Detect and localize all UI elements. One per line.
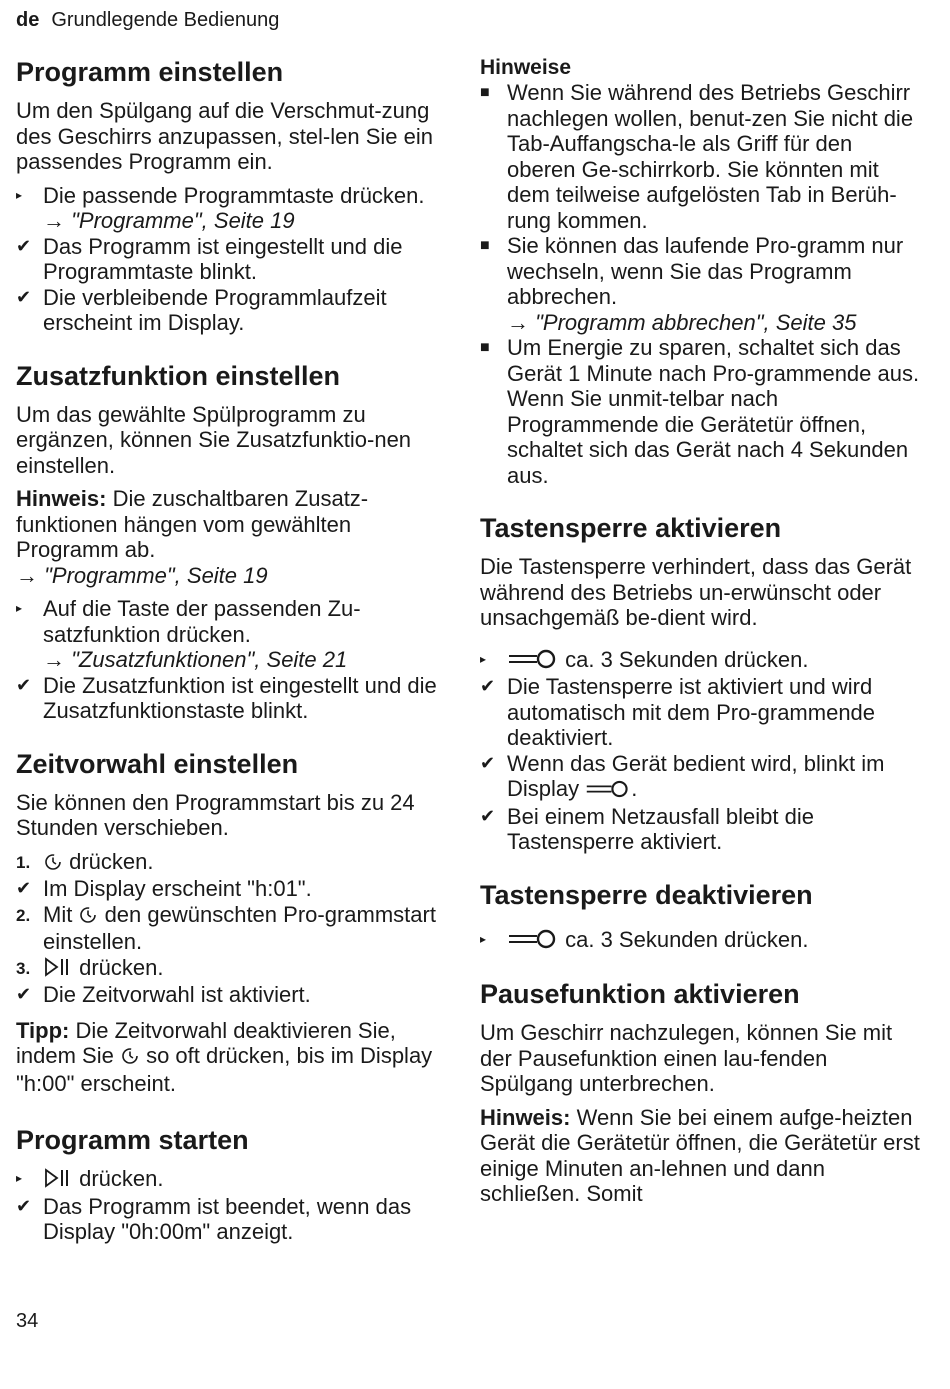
key-lock-icon [585, 778, 631, 804]
note-label: Hinweis: [16, 486, 107, 511]
step-text: Die passende Programmtaste drücken. [43, 182, 425, 208]
result-text: Im Display erscheint "h:01". [43, 876, 312, 901]
result-text: Das Programm ist beendet, wenn das Display "0h:00m" anzeigt. [43, 1193, 412, 1244]
result-item [480, 804, 920, 855]
result-text: Die verbleibende Programmlaufzeit erscheint im Display. [43, 284, 387, 335]
step-text: ca. 3 Sekunden drücken. [559, 926, 809, 952]
cross-reference-link[interactable] [507, 310, 856, 335]
left-column [16, 56, 446, 1245]
result-item [16, 982, 446, 1008]
result-item [16, 673, 446, 724]
step-number: 2. [16, 905, 31, 925]
numbered-step [16, 902, 446, 955]
tip-label: Tipp: [16, 1017, 70, 1043]
xref-text: "Zusatzfunktionen", Seite 21 [71, 647, 348, 672]
step-number: 3. [16, 958, 31, 978]
arrow-icon: → [16, 562, 38, 588]
step-item [16, 1166, 446, 1194]
square-bullet-icon: ■ [480, 84, 490, 101]
step-text: Auf die Taste der passenden Zu-satzfunktion drücken. [43, 596, 361, 647]
note-label: Hinweis: [480, 1104, 571, 1130]
intro-tastensperre: Die Tastensperre verhindert, dass das Gerät während des Betriebs un-erwünscht oder unsachgemäß be-dient wird. [480, 554, 912, 630]
step-text: ca. 3 Sekunden drücken. [559, 646, 809, 672]
step-text: drücken. [73, 1166, 164, 1191]
step-item [16, 596, 446, 673]
timer-icon [120, 1045, 140, 1071]
intro-zusatzfunktion: Um das gewählte Spülprogramm zu ergänzen, können Sie Zusatzfunktio-nen einstellen. [16, 401, 412, 478]
heading-hinweise: Hinweise [480, 56, 572, 79]
check-icon: ✔ [16, 286, 32, 307]
square-bullet-icon: ■ [480, 339, 490, 356]
cross-reference-link[interactable] [43, 208, 295, 233]
cross-reference-link[interactable] [16, 563, 446, 589]
xref-text: "Programm abbrechen", Seite 35 [535, 309, 857, 335]
heading-programm-starten: Programm starten [16, 1125, 249, 1155]
note-text: Die zuschaltbaren Zusatz-funktionen hängen vom gewählten Programm ab. [16, 486, 369, 562]
check-icon: ✔ [480, 752, 496, 773]
key-lock-icon [507, 649, 559, 675]
step-marker-icon: ▸ [16, 1171, 23, 1185]
step-text-a: Mit [43, 901, 79, 927]
bullet-text: Sie können das laufende Pro-gramm nur wechseln, wenn Sie das Programm abbrechen. [507, 233, 904, 309]
heading-zusatzfunktion-einstellen: Zusatzfunktion einstellen [16, 360, 341, 391]
numbered-step [16, 849, 446, 877]
xref-text: "Programme", Seite 19 [44, 562, 268, 588]
check-icon: ✔ [16, 1195, 32, 1216]
step-item [480, 647, 920, 675]
step-text-b: den gewünschten Pro-grammstart einstellen. [43, 901, 436, 954]
intro-pausefunktion: Um Geschirr nachzulegen, können Sie mit der Pausefunktion einen lau-fenden Spülgang unterbrechen. [480, 1020, 893, 1096]
result-text: Wenn das Gerät bedient wird, blinkt im Display [507, 750, 885, 801]
result-text: Die Zusatzfunktion ist eingestellt und die Zusatzfunktionstaste blinkt. [43, 672, 437, 723]
heading-programm-einstellen: Programm einstellen [16, 57, 284, 87]
square-bullet-icon: ■ [480, 237, 490, 254]
tip-text-a: Die Zeitvorwahl deaktivieren Sie, indem Sie [16, 1017, 396, 1068]
step-text: drücken. [73, 954, 164, 980]
step-marker-icon: ▸ [480, 651, 487, 666]
result-item [480, 751, 920, 804]
timer-icon [43, 851, 63, 877]
intro-programm-einstellen: Um den Spülgang auf die Verschmut-zung des Geschirrs anzupassen, stel-len Sie ein passendes Programm ein. [16, 98, 433, 174]
heading-tastensperre-aktivieren: Tastensperre aktivieren [480, 513, 782, 543]
check-icon: ✔ [16, 674, 32, 695]
result-item [16, 1194, 446, 1245]
step-text: drücken. [63, 848, 154, 874]
numbered-step [16, 955, 446, 983]
result-text: Bei einem Netzausfall bleibt die Tastensperre aktiviert. [507, 803, 814, 854]
step-marker-icon: ▸ [480, 931, 487, 946]
check-icon: ✔ [16, 235, 32, 256]
tip-text-b: so oft drücken, bis im Display "h:00" erscheint. [16, 1043, 433, 1096]
arrow-icon: → [507, 309, 529, 335]
result-item [16, 876, 446, 902]
chapter-title: Grundlegende Bedienung [51, 9, 280, 31]
right-column [480, 56, 920, 1207]
bullet-text: Wenn Sie während des Betriebs Geschirr nachlegen wollen, benut-zen Sie nicht die Tab-Auffangscha-le als Griff für den oberen Ge-schirrkorb. Sie könnten mit dem teilweise aufgelösten Tab in Berüh-rung kommen. [507, 80, 914, 233]
check-icon: ✔ [480, 805, 496, 826]
check-icon: ✔ [16, 878, 32, 898]
xref-text: "Programme", Seite 19 [71, 208, 295, 233]
timer-icon [78, 904, 98, 930]
note-pausefunktion [480, 1105, 920, 1207]
intro-zeitvorwahl: Sie können den Programmstart bis zu 24 Stunden verschieben. [16, 789, 415, 840]
step-number: 1. [16, 852, 31, 872]
note-text: Wenn Sie bei einem aufge-heizten Gerät die Gerätetür öffnen, die Gerätetür erst einige Minuten an-lehnen und dann schließen. Somit [480, 1104, 920, 1206]
step-item [480, 927, 920, 955]
bullet-item [480, 80, 920, 233]
check-icon: ✔ [480, 676, 496, 696]
result-text-end: . [631, 776, 638, 801]
heading-zeitvorwahl-einstellen: Zeitvorwahl einstellen [16, 748, 299, 779]
bullet-text: Um Energie zu sparen, schaltet sich das Gerät 1 Minute nach Pro-grammende aus. Wenn Sie unmit-telbar nach Programmende die Gerätetür öffnen, schaltet sich das Gerät nach 4 Sekunden aus. [507, 335, 920, 488]
step-marker-icon: ▸ [16, 601, 23, 615]
arrow-icon: → [43, 647, 65, 672]
language-tag: de [16, 9, 40, 31]
start-pause-icon [43, 1168, 73, 1194]
result-item [480, 674, 920, 751]
heading-pausefunktion-aktivieren: Pausefunktion aktivieren [480, 979, 800, 1009]
check-icon: ✔ [16, 984, 32, 1004]
result-text: Die Zeitvorwahl ist aktiviert. [43, 982, 311, 1007]
tip-zeitvorwahl [16, 1018, 446, 1097]
result-item [16, 234, 446, 285]
cross-reference-link[interactable] [43, 647, 347, 672]
result-item [16, 285, 446, 336]
heading-tastensperre-deaktivieren: Tastensperre deaktivieren [480, 879, 813, 910]
result-text: Das Programm ist eingestellt und die Programmtaste blinkt. [43, 233, 403, 284]
start-pause-icon [43, 957, 73, 983]
step-item [16, 183, 446, 234]
page-header [16, 9, 279, 32]
arrow-icon: → [43, 208, 65, 233]
note-zusatzfunktion [16, 486, 446, 563]
bullet-item [480, 233, 920, 335]
page-number: 34 [16, 1310, 39, 1332]
key-lock-icon [507, 929, 559, 955]
result-text: Die Tastensperre ist aktiviert und wird automatisch mit dem Pro-grammende deaktiviert. [507, 674, 876, 750]
bullet-item [480, 335, 920, 488]
step-marker-icon: ▸ [16, 187, 23, 202]
